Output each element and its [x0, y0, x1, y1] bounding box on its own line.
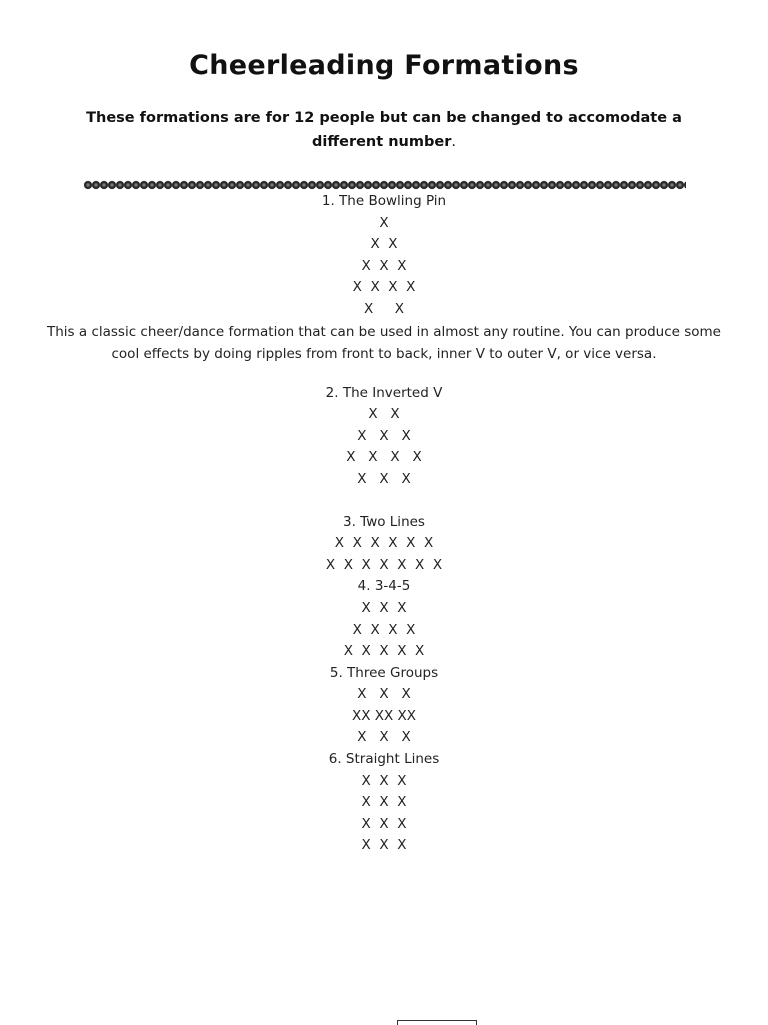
formation-row: X X X: [357, 729, 411, 746]
formation-row: X X X: [357, 686, 411, 703]
formation-row: X X X: [361, 257, 407, 274]
formation-heading: 2. The Inverted V: [325, 384, 443, 401]
formation-bowling-pin: [0, 191, 768, 365]
formation-row: X X X: [361, 794, 407, 811]
formation-3-4-5: [0, 576, 768, 662]
formation-three-groups: [0, 663, 768, 749]
formation-heading: 5. Three Groups: [329, 664, 439, 681]
subtitle-text: These formations are for 12 people but can be changed to accomodate a different number: [86, 110, 682, 150]
formation-row: XX XX XX: [351, 707, 417, 724]
formation-row: X: [379, 214, 389, 231]
formation-row: X X X: [361, 599, 407, 616]
formation-heading: 3. Two Lines: [343, 513, 425, 530]
formation-row: X X X: [361, 815, 407, 832]
formation-row: X X X X X X X: [325, 556, 443, 573]
formation-heading: 4. 3-4-5: [357, 578, 411, 595]
spacer: [0, 491, 768, 512]
page-footer-mark: [397, 1020, 477, 1025]
subtitle-period: .: [451, 134, 456, 150]
formation-row: X X: [364, 300, 404, 317]
formation-row: X X: [370, 236, 398, 253]
formations-list: [0, 191, 768, 857]
formation-row: X X X X X: [343, 643, 425, 660]
formation-row: X X X X X X: [334, 535, 434, 552]
formation-row: X X: [368, 406, 400, 423]
formation-straight-lines: [0, 749, 768, 857]
formation-row: X X X X: [352, 279, 416, 296]
subtitle: [70, 106, 698, 154]
formation-description: This a classic cheer/dance formation that can be used in almost any routine. You can produce some cool effects by doing ripples from front to back, inner V to outer V, or vice versa.: [47, 323, 721, 362]
beaded-divider: [84, 180, 686, 190]
formation-row: X X X: [357, 470, 411, 487]
formation-inverted-v: [0, 383, 768, 491]
formation-two-lines: [0, 512, 768, 577]
formation-heading: 6. Straight Lines: [328, 751, 440, 768]
formation-row: X X X: [361, 772, 407, 789]
formation-heading: 1. The Bowling Pin: [321, 193, 447, 209]
formation-row: X X X: [357, 427, 411, 444]
formation-row: X X X: [361, 837, 407, 854]
formation-row: X X X X: [346, 449, 422, 466]
page-title: Cheerleading Formations: [189, 50, 579, 81]
spacer: [0, 365, 768, 383]
formation-row: X X X X: [352, 621, 416, 638]
